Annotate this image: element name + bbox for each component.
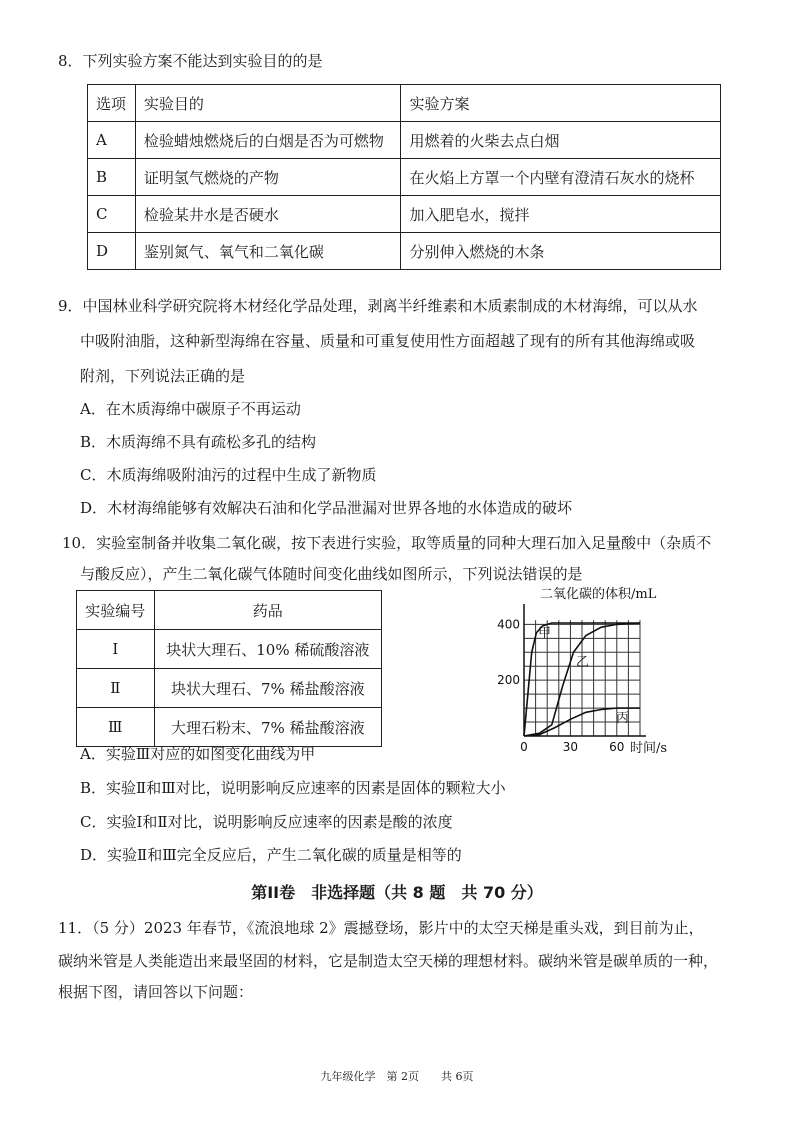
co2-volume-chart xyxy=(490,582,690,754)
y-tick-label: 200 xyxy=(497,673,520,688)
q10-option-b: B．实验Ⅱ和Ⅲ对比，说明影响反应速率的因素是固体的颗粒大小 xyxy=(80,779,506,797)
table-cell: 块状大理石、7% 稀盐酸溶液 xyxy=(154,669,381,708)
series-label: 甲 xyxy=(538,626,552,641)
series-label: 丙 xyxy=(616,711,630,726)
table-cell: Ⅲ xyxy=(77,708,155,747)
table-row xyxy=(77,669,382,708)
q10-option-a: A．实验Ⅲ对应的如图变化曲线为甲 xyxy=(80,745,316,763)
q10-option-c: C．实验Ⅰ和Ⅱ对比，说明影响反应速率的因素是酸的浓度 xyxy=(80,813,453,831)
table-row xyxy=(77,630,382,669)
table-cell: 证明氢气燃烧的产物 xyxy=(135,159,401,196)
series-label: 乙 xyxy=(576,655,590,670)
table-cell: 大理石粉末、7% 稀盐酸溶液 xyxy=(154,708,381,747)
x-tick-label: 30 xyxy=(562,740,579,754)
table-cell: 在火焰上方罩一个内壁有澄清石灰水的烧杯 xyxy=(401,159,721,196)
table-cell: A xyxy=(88,122,136,159)
table-row xyxy=(88,159,721,196)
q11-line: 碳纳米管是人类能造出来最坚固的材料，它是制造太空天梯的理想材料。碳纳米管是碳单质的一种， xyxy=(58,952,719,970)
table-cell: Ⅰ xyxy=(77,630,155,669)
x-tick-label: 60 xyxy=(609,740,625,754)
y-tick-label: 400 xyxy=(497,617,520,632)
q8-stem: 8．下列实验方案不能达到实验目的的是 xyxy=(58,52,323,70)
table-cell: D xyxy=(88,233,136,270)
table-header-cell: 实验方案 xyxy=(401,85,721,122)
q9-stem-line: 中吸附油脂，这种新型海绵在容量、质量和可重复使用性方面超越了现有的所有其他海绵或吸 xyxy=(80,332,696,350)
q9-option-a: A．在木质海绵中碳原子不再运动 xyxy=(80,400,301,418)
table-cell: 检验蜡烛燃烧后的白烟是否为可燃物 xyxy=(135,122,401,159)
q11-line: 11．（5 分）2023 年春节，《流浪地球 2》震撼登场，影片中的太空天梯是重头戏，到目前为止， xyxy=(58,919,704,937)
q9-stem-line: 9．中国林业科学研究院将木材经化学品处理，剥离半纤维素和木质素制成的木材海绵，可以从水 xyxy=(58,297,698,315)
q10-option-d: D．实验Ⅱ和Ⅲ完全反应后，产生二氧化碳的质量是相等的 xyxy=(80,846,462,864)
table-header-cell: 实验目的 xyxy=(135,85,401,122)
table-row xyxy=(88,233,721,270)
q10-stem-line: 与酸反应），产生二氧化碳气体随时间变化曲线如图所示，下列说法错误的是 xyxy=(80,565,583,583)
table-cell: 分别伸入燃烧的木条 xyxy=(401,233,721,270)
q9-stem-line: 附剂，下列说法正确的是 xyxy=(80,367,246,385)
q9-option-d: D．木材海绵能够有效解决石油和化学品泄漏对世界各地的水体造成的破坏 xyxy=(80,499,573,517)
page-footer: 九年级化学 第 2页 共 6页 xyxy=(320,1070,474,1083)
table-cell: B xyxy=(88,159,136,196)
q11-line: 根据下图，请回答以下问题： xyxy=(58,983,254,1001)
q10-stem-line: 10．实验室制备并收集二氧化碳，按下表进行实验，取等质量的同种大理石加入足量酸中（杂质不 xyxy=(62,534,712,552)
section-heading: 第II卷 非选择题（共 8 题 共 70 分） xyxy=(251,883,543,902)
table-header-cell: 实验编号 xyxy=(77,591,155,630)
table-header-row xyxy=(77,591,382,630)
table-header-cell: 选项 xyxy=(88,85,136,122)
q9-option-b: B．木质海绵不具有疏松多孔的结构 xyxy=(80,433,317,451)
table-header-row xyxy=(88,85,721,122)
q10-table xyxy=(76,590,382,747)
table-cell: 检验某井水是否硬水 xyxy=(135,196,401,233)
table-row xyxy=(77,708,382,747)
table-cell: 用燃着的火柴去点白烟 xyxy=(401,122,721,159)
table-cell: Ⅱ xyxy=(77,669,155,708)
table-cell: 鉴别氮气、氧气和二氧化碳 xyxy=(135,233,401,270)
table-cell: C xyxy=(88,196,136,233)
q8-table xyxy=(87,84,721,270)
x-tick-label: 0 xyxy=(520,740,528,754)
table-cell: 块状大理石、10% 稀硫酸溶液 xyxy=(154,630,381,669)
y-axis-label: 二氧化碳的体积/mL xyxy=(540,587,657,602)
q9-option-c: C．木质海绵吸附油污的过程中生成了新物质 xyxy=(80,466,377,484)
table-row xyxy=(88,122,721,159)
table-header-cell: 药品 xyxy=(154,591,381,630)
table-cell: 加入肥皂水，搅拌 xyxy=(401,196,721,233)
x-axis-label: 时间/s xyxy=(630,741,668,754)
table-row xyxy=(88,196,721,233)
